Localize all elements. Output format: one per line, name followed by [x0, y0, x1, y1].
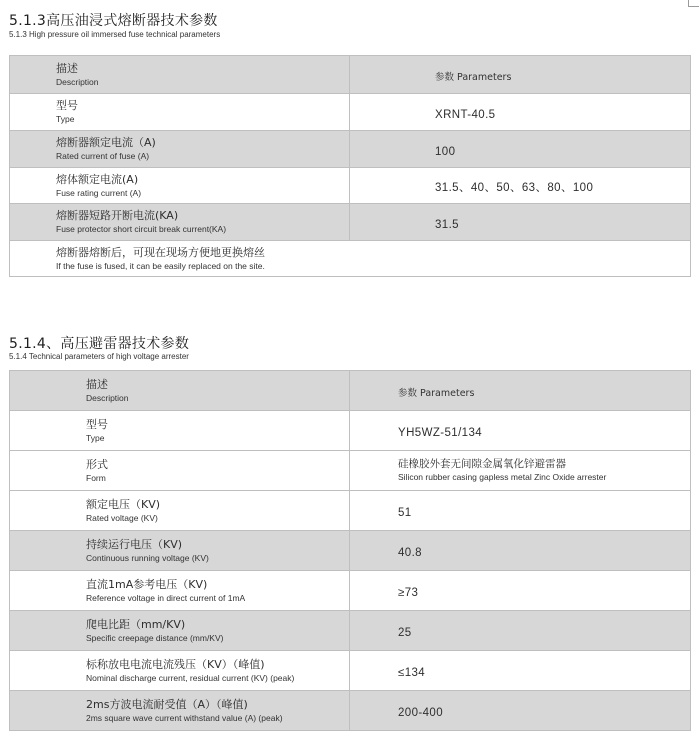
header-label-zh: 描述 [86, 377, 108, 391]
section-subtitle: 5.1.3 High pressure oil immersed fuse technical parameters [9, 30, 221, 39]
table-header-row [10, 56, 691, 94]
section-subtitle: 5.1.4 Technical parameters of high voltage arrester [9, 352, 189, 361]
row-label-en: Type [86, 432, 105, 443]
row-value: 25 [398, 627, 412, 639]
row-label-en: Nominal discharge current, residual current (KV) (peak) [86, 672, 295, 683]
row-label-zh: 熔断器短路开断电流(KA) [56, 209, 179, 222]
fuse-parameters-table [9, 55, 691, 277]
row-label-zh: 型号 [56, 99, 78, 112]
row-value: 31.5、40、50、63、80、100 [435, 182, 594, 194]
arrester-parameters-table [9, 370, 691, 731]
row-label-zh: 直流1mA参考电压（KV) [86, 577, 208, 591]
header-label-zh: 描述 [56, 61, 78, 75]
row-value-en: Silicon rubber casing gapless metal Zinc Oxide arrester [398, 472, 607, 482]
table-row [10, 691, 691, 731]
table-row [10, 491, 691, 531]
row-label-zh: 熔体额定电流(A) [56, 172, 139, 186]
row-value: 31.5 [435, 218, 459, 231]
section-title: 5.1.3高压油浸式熔断器技术参数 [9, 13, 218, 29]
header-description-cell [10, 56, 350, 94]
table-row [10, 571, 691, 611]
note-en: If the fuse is fused, it can be easily replaced on the site. [56, 260, 265, 271]
row-value: XRNT-40.5 [435, 108, 496, 121]
row-label-zh: 持续运行电压（KV) [86, 537, 183, 551]
table-row [10, 131, 691, 168]
row-label-en: 2ms square wave current withstand value (A) (peak) [86, 712, 283, 723]
table-row [10, 451, 691, 491]
row-value: 200-400 [398, 707, 444, 719]
table-row [10, 204, 691, 241]
table-row [10, 651, 691, 691]
header-value: 参数 Parameters [435, 72, 512, 83]
row-label-zh: 熔断器额定电流（A) [56, 136, 156, 149]
row-label-en: Continuous running voltage (KV) [86, 552, 209, 563]
row-label-zh: 2ms方波电流耐受值（A）（峰值) [86, 697, 248, 711]
row-value-zh: 硅橡胶外套无间隙金属氧化锌避雷器 [398, 458, 566, 470]
table-header-row [10, 371, 691, 411]
table-note-row [10, 241, 691, 277]
corner-mark [688, 0, 699, 7]
table-row [10, 531, 691, 571]
row-label-en: Fuse rating current (A) [56, 187, 142, 198]
table-row [10, 611, 691, 651]
header-value: 参数 Parameters [398, 388, 475, 399]
note-zh: 熔断器熔断后，可现在现场方便地更换熔丝 [56, 245, 265, 259]
row-value: 40.8 [398, 547, 422, 559]
header-description-cell [10, 371, 350, 411]
table-row [10, 411, 691, 451]
row-label-en: Specific creepage distance (mm/KV) [86, 632, 224, 643]
row-label-en: Form [86, 472, 106, 483]
row-value: YH5WZ-51/134 [398, 427, 483, 439]
row-value: ≤134 [398, 667, 426, 679]
row-label-en: Fuse protector short circuit break current(KA) [56, 224, 227, 234]
table-row [10, 168, 691, 204]
row-value: 51 [398, 507, 412, 519]
header-parameters-cell [350, 371, 691, 411]
row-value: ≥73 [398, 587, 419, 599]
row-label-zh: 爬电比距（mm/KV) [86, 617, 186, 631]
header-label-en: Description [86, 392, 129, 403]
row-label-zh: 额定电压（KV) [86, 497, 161, 511]
header-parameters-cell [350, 56, 691, 94]
row-label-zh: 形式 [86, 457, 108, 471]
row-label-en: Reference voltage in direct current of 1mA [86, 592, 246, 603]
row-label-en: Rated current of fuse (A) [56, 151, 150, 161]
row-value: 100 [435, 145, 456, 158]
header-label-en: Description [56, 76, 99, 87]
table-row [10, 94, 691, 131]
row-label-en: Type [56, 114, 75, 124]
row-label-zh: 型号 [86, 417, 108, 431]
row-label-en: Rated voltage (KV) [86, 512, 158, 523]
section-title: 5.1.4、高压避雷器技术参数 [9, 336, 190, 352]
row-label-zh: 标称放电电流电流残压（KV）（峰值) [86, 657, 265, 671]
